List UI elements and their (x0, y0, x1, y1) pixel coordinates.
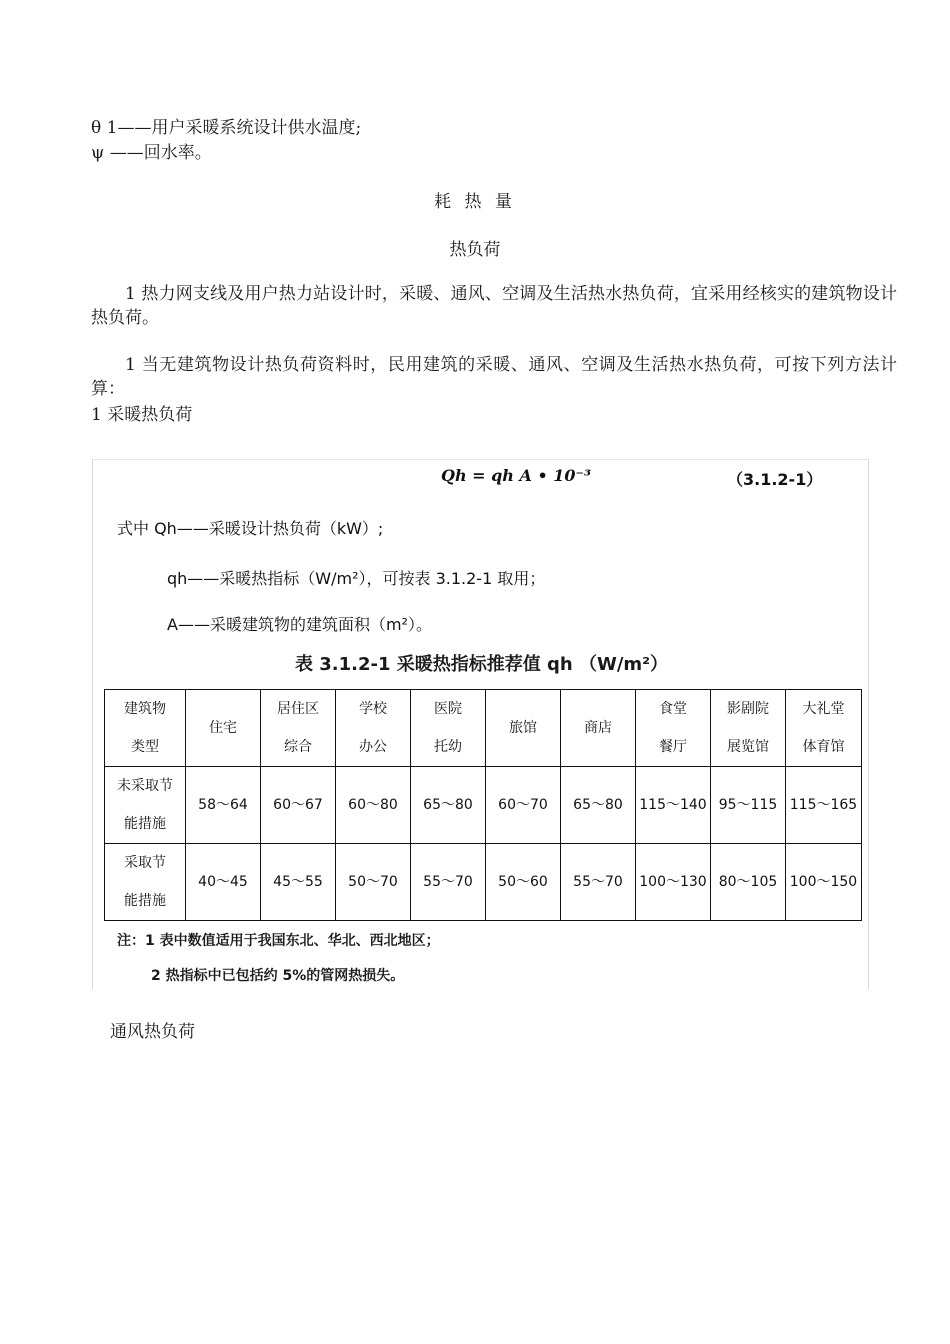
table-note-1: 注：1 表中数值适用于我国东北、华北、西北地区； (117, 933, 440, 949)
header-cell: 医院 托幼 (411, 690, 486, 767)
table-row (105, 844, 862, 921)
ventilation-heading: 通风热负荷 (110, 1022, 195, 1042)
table-cell: 45～55 (261, 844, 336, 921)
embedded-figure (92, 459, 869, 989)
table-cell: 50～60 (486, 844, 561, 921)
table-cell: 100～150 (786, 844, 862, 921)
header-cell: 影剧院 展览馆 (711, 690, 786, 767)
table-cell: 100～130 (636, 844, 711, 921)
table-cell: 60～70 (486, 767, 561, 844)
formula: Qh = qh A • 10⁻³ (441, 466, 592, 485)
formula-number: （3.1.2-1） (727, 470, 823, 489)
table-cell: 65～80 (561, 767, 636, 844)
heat-index-table (104, 689, 862, 921)
header-cell: 住宅 (186, 690, 261, 767)
header-cell: 学校 办公 (336, 690, 411, 767)
table-row (105, 767, 862, 844)
table-cell: 60～67 (261, 767, 336, 844)
header-cell: 居住区 综合 (261, 690, 336, 767)
table-header-row (105, 690, 862, 767)
list-item-heating: 1 采暖热负荷 (91, 405, 193, 425)
table-cell: 115～165 (786, 767, 862, 844)
table-cell: 50～70 (336, 844, 411, 921)
table-cell: 55～70 (561, 844, 636, 921)
paragraph-2: 1 当无建筑物设计热负荷资料时，民用建筑的采暖、通风、空调及生活热水热负荷，可按下列方法计算： (91, 355, 897, 399)
table-cell: 60～80 (336, 767, 411, 844)
subsection-heading: 热负荷 (449, 240, 501, 260)
psi-definition: ψ ——回水率。 (91, 143, 212, 163)
theta-definition: θ 1——用户采暖系统设计供水温度; (91, 118, 362, 138)
definition-qh: 式中 Qh——采暖设计热负荷（kW）; (117, 519, 384, 538)
table-title: 表 3.1.2-1 采暖热指标推荐值 qh （W/m²） (294, 654, 669, 675)
table-cell: 95～115 (711, 767, 786, 844)
table-cell: 40～45 (186, 844, 261, 921)
table-cell: 58～64 (186, 767, 261, 844)
section-heading: 耗 热 量 (434, 192, 516, 212)
table-cell: 55～70 (411, 844, 486, 921)
header-cell: 旅馆 (486, 690, 561, 767)
row-label: 采取节 能措施 (105, 844, 186, 921)
header-cell: 食堂 餐厅 (636, 690, 711, 767)
header-cell: 商店 (561, 690, 636, 767)
definition-qh-index: qh——采暖热指标（W/m²），可按表 3.1.2-1 取用； (167, 569, 546, 588)
header-cell: 建筑物 类型 (105, 690, 186, 767)
definition-area: A——采暖建筑物的建筑面积（m²）。 (167, 615, 432, 634)
table-cell: 115～140 (636, 767, 711, 844)
table-cell: 80～105 (711, 844, 786, 921)
header-cell: 大礼堂 体育馆 (786, 690, 862, 767)
paragraph-1: 1 热力网支线及用户热力站设计时，采暖、通风、空调及生活热水热负荷，宜采用经核实的建筑物设计热负荷。 (91, 284, 897, 328)
table-note-2: 2 热指标中已包括约 5%的管网热损失。 (151, 968, 405, 984)
row-label: 未采取节 能措施 (105, 767, 186, 844)
table-cell: 65～80 (411, 767, 486, 844)
